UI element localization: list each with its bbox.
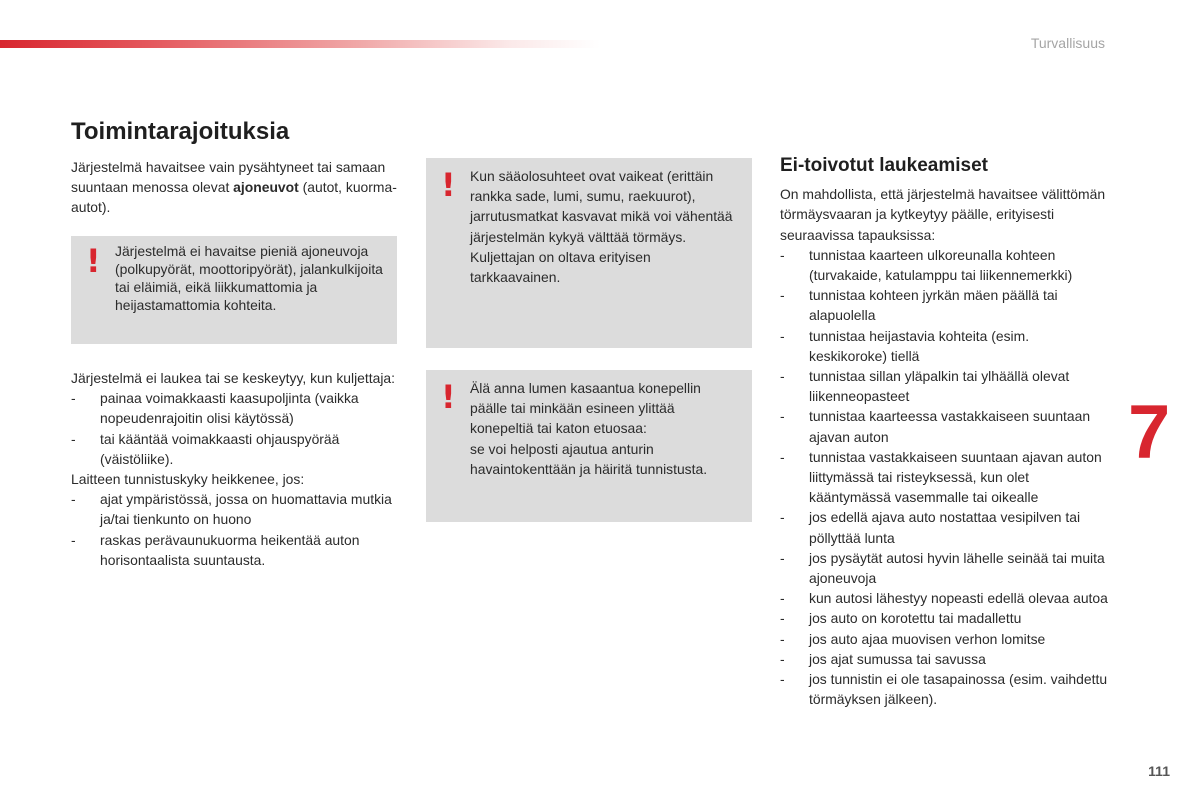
- list-item: - jos pysäytät autosi hyvin lähelle seinää tai muita ajoneuvoja: [780, 548, 1110, 588]
- list-item: - jos auto ajaa muovisen verhon lomitse: [780, 629, 1110, 649]
- intro-text-end: (autot, kuorma-autot).: [71, 179, 397, 216]
- list-item: - kun autosi lähestyy nopeasti edellä olevaa autoa: [780, 588, 1110, 608]
- intro-paragraph: [71, 157, 401, 218]
- no-trigger-section: [71, 368, 401, 570]
- warning-text: Järjestelmä ei havaitse pieniä ajoneuvoja (polkupyörät, moottoripyörät), jalankulkijoita tai eläimiä, eikä liikkumattomia ja heijastamattomia kohteita.: [115, 243, 383, 313]
- list-item: - tunnistaa kohteen jyrkän mäen päällä tai alapuolella: [780, 285, 1110, 325]
- warning-box-small-objects: [71, 236, 397, 344]
- page-number: 111: [1148, 763, 1170, 779]
- weakens-intro: Laitteen tunnistuskyky heikkenee, jos:: [71, 471, 305, 488]
- exclamation-icon: !: [441, 166, 456, 204]
- list-item: - jos tunnistin ei ole tasapainossa (esim. vaihdettu törmäyksen jälkeen).: [780, 669, 1110, 709]
- limitations-heading: Toimintarajoituksia: [71, 118, 290, 145]
- list-item: - tunnistaa sillan yläpalkin tai ylhäällä olevat liikenneopasteet: [780, 366, 1110, 406]
- unwanted-triggers-heading: Ei-toivotut laukeamiset: [780, 155, 988, 176]
- list-item: - tunnistaa heijastavia kohteita (esim. keskikoroke) tiellä: [780, 326, 1110, 366]
- list-item: - raskas perävaunukuorma heikentää auton horisontaalista suuntausta.: [71, 530, 401, 570]
- list-item: - jos auto on korotettu tai madallettu: [780, 608, 1110, 628]
- list-item: - jos ajat sumussa tai savussa: [780, 649, 1110, 669]
- warning-text: se voi helposti ajautua anturin havaintokenttään ja häiritä tunnistusta.: [470, 440, 708, 477]
- list-item: - tai kääntää voimakkaasti ohjauspyörää (väistöliike).: [71, 429, 401, 469]
- chapter-number: 7: [1128, 390, 1169, 475]
- list-item: - tunnistaa kaarteessa vastakkaiseen suuntaan ajavan auton: [780, 406, 1110, 446]
- warning-box-snow: [426, 370, 752, 522]
- section-title: Turvallisuus: [1030, 35, 1105, 51]
- warning-text: Kun sääolosuhteet ovat vaikeat (erittäin rankka sade, lumi, sumu, raekuurot), jarrutusmatkat kasvavat mikä voi vähentää järjestelmän kykyä välttää törmäys.: [470, 168, 733, 245]
- warning-text: Kuljettajan on oltava erityisen tarkkaavainen.: [470, 248, 651, 286]
- warning-box-weather: [426, 158, 752, 348]
- limitations-intro: [71, 157, 401, 218]
- list-item: - jos edellä ajava auto nostattaa vesipilven tai pöllyttää lunta: [780, 507, 1110, 547]
- list-item: - painaa voimakkaasti kaasupoljinta (vaikka nopeudenrajoitin olisi käytössä): [71, 388, 401, 428]
- intro-text-start: Järjestelmä havaitsee vain pysähtyneet tai samaan suuntaan menossa olevat: [71, 159, 386, 196]
- intro-text-bold: ajoneuvot: [233, 179, 299, 196]
- exclamation-icon: !: [86, 242, 101, 280]
- no-trigger-intro: Järjestelmä ei laukea tai se keskeytyy, kun kuljettaja:: [71, 370, 396, 386]
- unwanted-triggers-list: [780, 245, 1110, 710]
- list-item: - tunnistaa vastakkaiseen suuntaan ajavan auton liittymässä tai risteyksessä, kun olet kääntymässä vasemmalle tai oikealle: [780, 447, 1110, 508]
- unwanted-triggers-intro: On mahdollista, että järjestelmä havaitsee välittömän törmäysvaaran ja kytkeytyy päälle, erityisesti seuraavissa tapauksissa:: [780, 186, 1106, 243]
- list-item: - ajat ympäristössä, jossa on huomattavia mutkia ja/tai tienkunto on huono: [71, 489, 401, 529]
- unwanted-triggers-section: [780, 156, 1110, 709]
- header-accent-stripe: [0, 40, 600, 48]
- warning-text: Älä anna lumen kasaantua konepellin päälle tai minkään esineen ylittää konepeltiä tai katon etuosaa:: [470, 380, 701, 437]
- no-trigger-list: [71, 388, 401, 469]
- weakens-list: [71, 489, 401, 570]
- list-item: - tunnistaa kaarteen ulkoreunalla kohteen (turvakaide, katulamppu tai liikennemerkki): [780, 245, 1110, 285]
- exclamation-icon: !: [441, 378, 456, 416]
